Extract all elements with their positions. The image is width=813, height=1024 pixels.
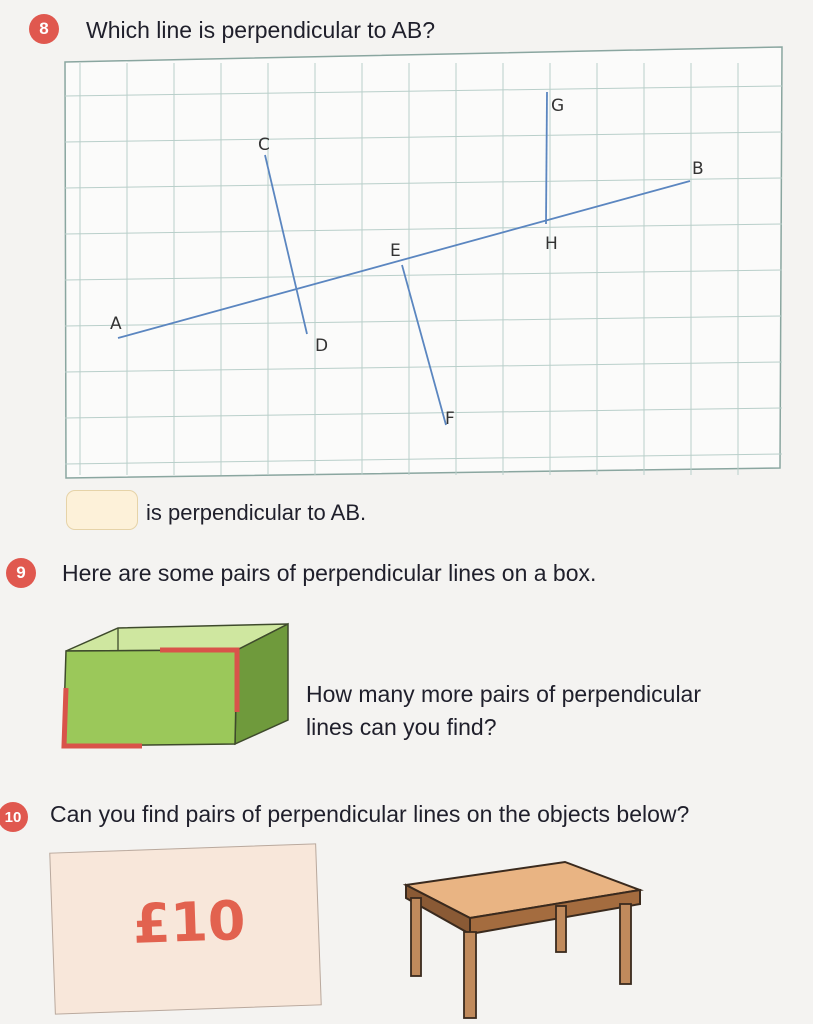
line-gh — [546, 92, 547, 224]
point-label-a: A — [110, 314, 122, 334]
question-10-text: Can you find pairs of perpendicular lines on the objects below? — [50, 801, 690, 827]
question-10-badge: 10 — [0, 802, 28, 832]
question-9-text: Here are some pairs of perpendicular lines on a box. — [62, 560, 597, 586]
point-label-f: F — [445, 409, 455, 429]
question-9-badge: 9 — [6, 558, 36, 588]
question-8-badge: 8 — [29, 14, 59, 44]
point-label-h: H — [545, 234, 558, 254]
question-9-prompt-line2: lines can you find? — [306, 714, 497, 740]
answer-input-box[interactable] — [66, 490, 138, 530]
point-label-c: C — [258, 135, 270, 155]
question-8-text: Which line is perpendicular to AB? — [86, 17, 436, 43]
point-label-b: B — [692, 159, 704, 179]
answer-suffix-text: is perpendicular to AB. — [146, 500, 367, 525]
point-label-e: E — [390, 241, 401, 261]
question-9-prompt-line1: How many more pairs of perpendicular — [306, 681, 702, 707]
point-label-g: G — [551, 96, 565, 116]
ten-pound-note — [49, 843, 321, 1014]
box-illustration — [63, 624, 288, 746]
note-value-label: £10 — [131, 888, 247, 956]
point-label-d: D — [315, 336, 329, 356]
table-illustration — [406, 862, 640, 1018]
